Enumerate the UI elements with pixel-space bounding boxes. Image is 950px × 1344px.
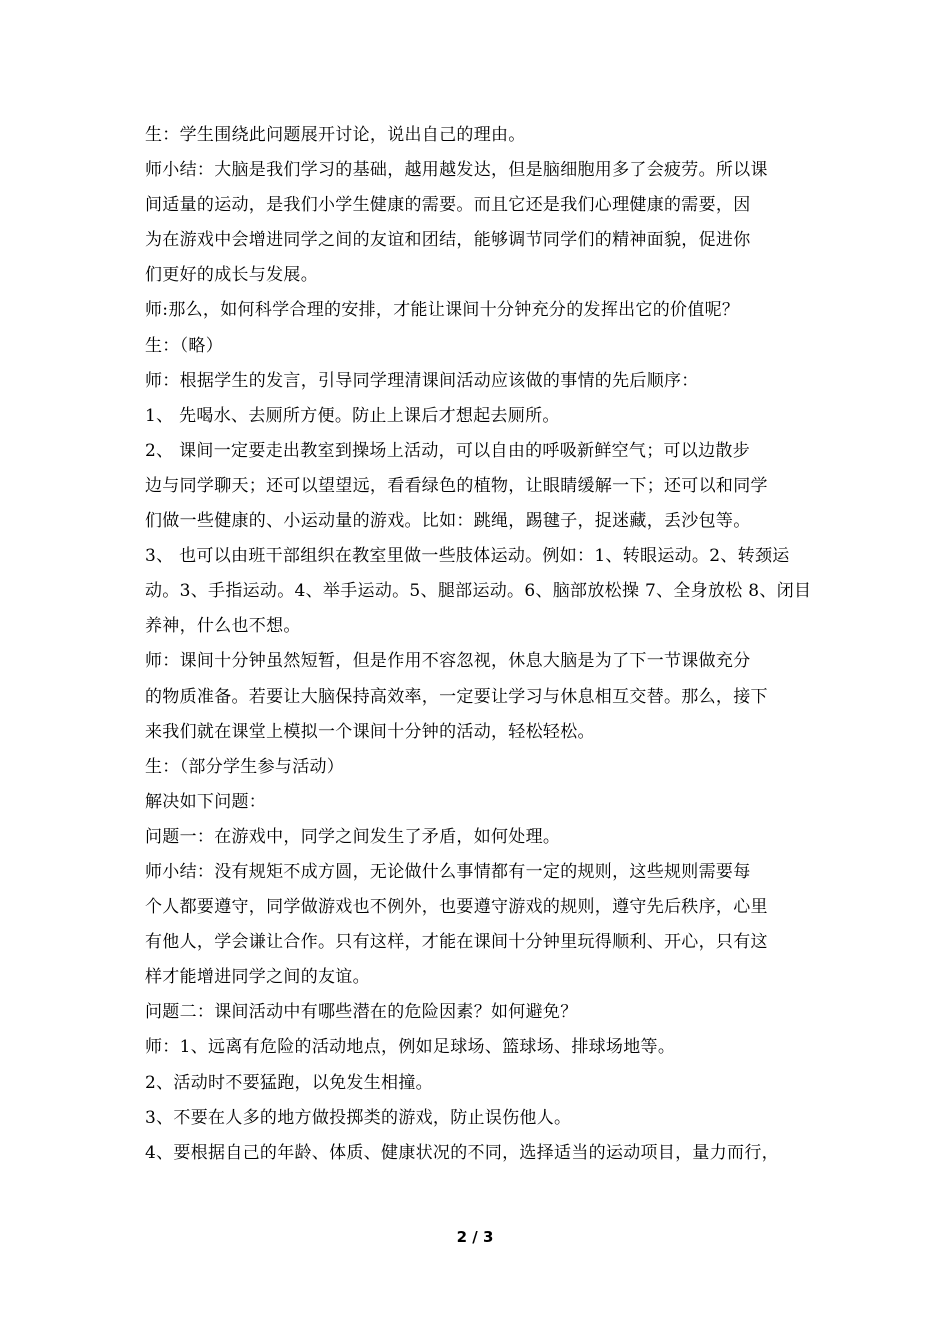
text-line: 个人都要遵守，同学做游戏也不例外，也要遵守游戏的规则，遵守先后秩序，心里 [145, 897, 768, 918]
text-line: 师小结：大脑是我们学习的基础，越用越发达，但是脑细胞用多了会疲劳。所以课 [145, 160, 768, 181]
text-line: 动。3、手指运动。4、举手运动。5、腿部运动。6、脑部放松操 7、全身放松 8、闭目 [145, 581, 812, 602]
text-line: 间适量的运动，是我们小学生健康的需要。而且它还是我们心理健康的需要，因 [145, 195, 751, 216]
text-line: 师小结：没有规矩不成方圆，无论做什么事情都有一定的规则，这些规则需要每 [145, 861, 751, 882]
text-line: 1、 先喝水、去厕所方便。防止上课后才想起去厕所。 [145, 405, 560, 426]
text-line: 问题一：在游戏中，同学之间发生了矛盾，如何处理。 [145, 826, 561, 847]
text-line: 师：课间十分钟虽然短暂，但是作用不容忽视，休息大脑是为了下一节课做充分 [145, 651, 751, 672]
text-line: 师：根据学生的发言，引导同学理清课间活动应该做的事情的先后顺序： [145, 370, 699, 391]
text-line: 3、 也可以由班干部组织在教室里做一些肢体运动。例如：1、转眼运动。2、转颈运 [145, 546, 790, 567]
text-line: 边与同学聊天；还可以望望远，看看绿色的植物，让眼睛缓解一下；还可以和同学 [145, 475, 768, 496]
text-line: 生：（部分学生参与活动） [145, 756, 345, 777]
text-line: 来我们就在课堂上模拟一个课间十分钟的活动，轻松轻松。 [145, 721, 595, 742]
text-line: 师:那么，如何科学合理的安排，才能让课间十分钟充分的发挥出它的价值呢？ [145, 300, 740, 321]
text-line: 问题二：课间活动中有哪些潜在的危险因素？如何避免？ [145, 1002, 578, 1023]
text-line: 们更好的成长与发展。 [145, 265, 318, 286]
text-line: 解决如下问题： [145, 791, 267, 812]
text-line: 为在游戏中会增进同学之间的友谊和团结，能够调节同学们的精神面貌，促进你 [145, 230, 751, 251]
document-body [145, 118, 810, 1171]
text-line: 养神，什么也不想。 [145, 616, 301, 637]
page-number: 2 / 3 [456, 1228, 494, 1246]
text-line: 2、 课间一定要走出教室到操场上活动，可以自由的呼吸新鲜空气；可以边散步 [145, 440, 751, 461]
text-line: 生：学生围绕此问题展开讨论，说出自己的理由。 [145, 125, 526, 145]
text-line: 有他人，学会谦让合作。只有这样，才能在课间十分钟里玩得顺利、开心，只有这 [145, 932, 768, 953]
text-line: 4、要根据自己的年龄、体质、健康状况的不同，选择适当的运动项目，量力而行， [145, 1142, 779, 1163]
text-line: 们做一些健康的、小运动量的游戏。比如：跳绳，踢毽子，捉迷藏，丢沙包等。 [145, 511, 751, 532]
text-line: 样才能增进同学之间的友谊。 [145, 967, 370, 988]
text-line: 师：1、远离有危险的活动地点，例如足球场、篮球场、排球场地等。 [145, 1037, 676, 1058]
text-line: 2、活动时不要猛跑，以免发生相撞。 [145, 1072, 433, 1093]
text-line: 的物质准备。若要让大脑保持高效率，一定要让学习与休息相互交替。那么，接下 [145, 686, 768, 707]
text-line: 3、不要在人多的地方做投掷类的游戏，防止误伤他人。 [145, 1107, 572, 1128]
text-line: 生：（略） [145, 335, 223, 356]
